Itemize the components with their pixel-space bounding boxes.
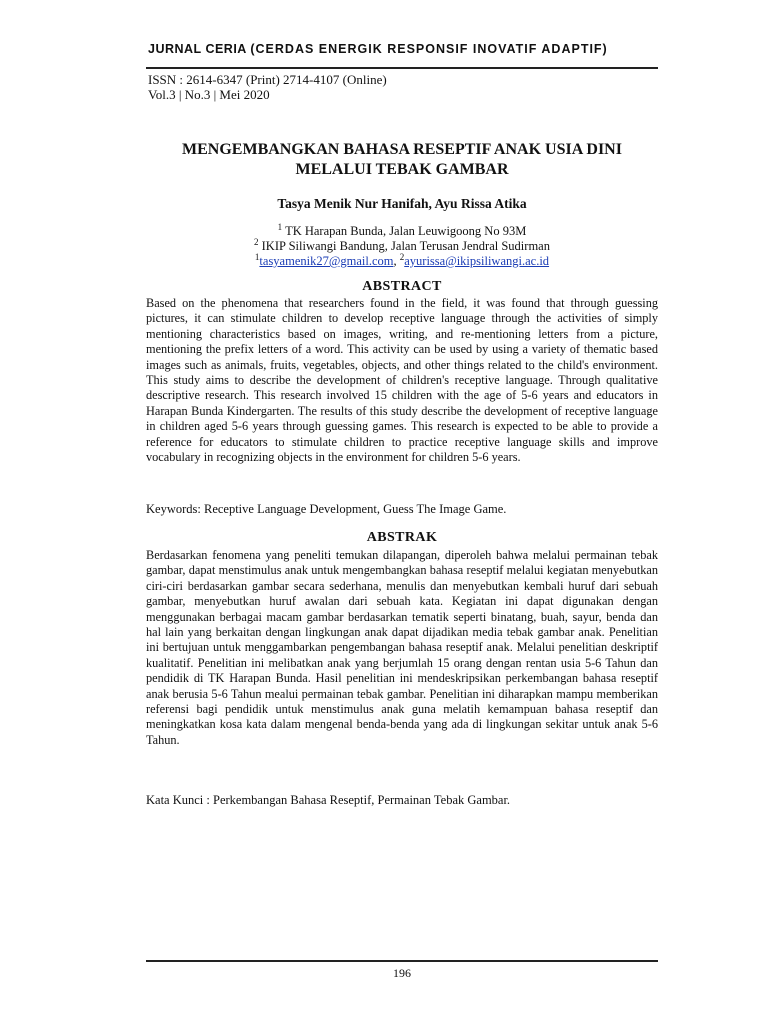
author-names: Tasya Menik Nur Hanifah, Ayu Rissa Atika (277, 196, 527, 211)
email-2-number: 2 (399, 252, 405, 262)
journal-header (148, 42, 660, 56)
email-link-1[interactable]: tasyamenik27@gmail.com (259, 254, 394, 269)
abstrak-keywords: Kata Kunci : Perkembangan Bahasa Reseptif, Permainan Tebak Gambar. (146, 793, 511, 807)
affiliation-2-number: 2 (254, 237, 259, 247)
journal-name: JURNAL CERIA (148, 42, 247, 56)
email-line: $^1$tasyamenik27@gmail.com, $^2$ayurissa@ikipsiliwangi.ac.id (254, 252, 550, 269)
abstrak-heading: ABSTRAK (366, 530, 438, 545)
issn-block (148, 72, 387, 102)
article-title (146, 140, 658, 180)
header-divider (146, 67, 658, 69)
email-1-number: 1 (254, 252, 260, 262)
volume-line: Vol.3 | No.3 | Mei 2020 (148, 87, 270, 102)
abstract-body: Based on the phenomena that researchers found in the field, it was found that through guessing pictures, it can stimulate children to develop receptive language through the activities of simply mentioning characteristics based on images, writing, and re-mentioning letters from a picture, mentioning the prefix letters of a word. This activity can be used by using a variety of thematic based images such as animals, fruits, vegetables, objects, and other things related to the child's environment. This study aims to describe the development of children's receptive language. Through qualitative descriptive research. This research involved 15 children with the age of 5-6 years and educators in Harapan Bunda Kindergarten. The results of this study describe the development of receptive language in children aged 5-6 years through guessing games. This research is expected to be able to provide a reference for educators to stimulate children to practice receptive language skills and improve vocabulary in recognizing objects in the environment for children 5-6 years. (146, 296, 658, 465)
footer-divider (146, 960, 658, 962)
journal-subtitle: (CERDAS ENERGIK RESPONSIF INOVATIF ADAPTIF) (250, 42, 608, 56)
title-line-2: MELALUI TEBAK GAMBAR (295, 161, 509, 178)
title-line-1: MENGEMBANGKAN BAHASA RESEPTIF ANAK USIA DINI (182, 141, 622, 158)
email-link-2[interactable]: ayurissa@ikipsiliwangi.ac.id (404, 254, 550, 269)
affiliation-1-text: TK Harapan Bunda, Jalan Leuwigoong No 93M (285, 224, 527, 239)
affiliation-2-text: IKIP Siliwangi Bandung, Jalan Terusan Jendral Sudirman (261, 239, 550, 254)
page-number: 196 (393, 966, 411, 980)
abstract-keywords: Keywords: Receptive Language Development, Guess The Image Game. (146, 502, 507, 516)
issn-line: ISSN : 2614-6347 (Print) 2714-4107 (Online) (148, 72, 387, 87)
abstract-heading: ABSTRACT (362, 279, 442, 294)
affiliation-1-number: 1 (277, 222, 283, 232)
abstrak-body: Berdasarkan fenomena yang peneliti temukan dilapangan, diperoleh bahwa melalui permainan tebak gambar, dapat menstimulus anak untuk mengembangkan bahasa reseptif melalui kegiatan menyebutkan ciri-ciri berdasarkan gambar secara sederhana, menulis dan menyebutkan kembali huruf dari sebuah gambar, menyebutkan huruf awalan dari sebuah kata. Kegiatan ini dapat digunakan dengan menggunakan berbagai macam gambar berdasarkan tematik seperti binatang, buah, sayur, benda dan hal lain yang berkaitan dengan lingkungan anak dapat dijadikan media tebak gambar anak. Penelitian ini bertujuan untuk menggambarkan pengembangan bahasa reseptif anak. Melalui penelitian deskriptif kualitatif. Penelitian ini melibatkan anak yang berjumlah 15 orang dengan rentan usia 5-6 Tahun dan pendidik di TK Harapan Bunda. Hasil penelitian ini mendeskripsikan perkembangan bahasa reseptif anak berusia 5-6 Tahun mealui permainan tebak gambar. Penelitian ini diharapkan mampu memberikan referensi bagi pendidik untuk menstimulus anak guna melatih kemampuan bahasa reseptif dan meningkatkan kosa kata dalam mengenal benda-benda yang ada di lingkungan sekitar untuk anak 5-6 Tahun. (146, 548, 658, 747)
